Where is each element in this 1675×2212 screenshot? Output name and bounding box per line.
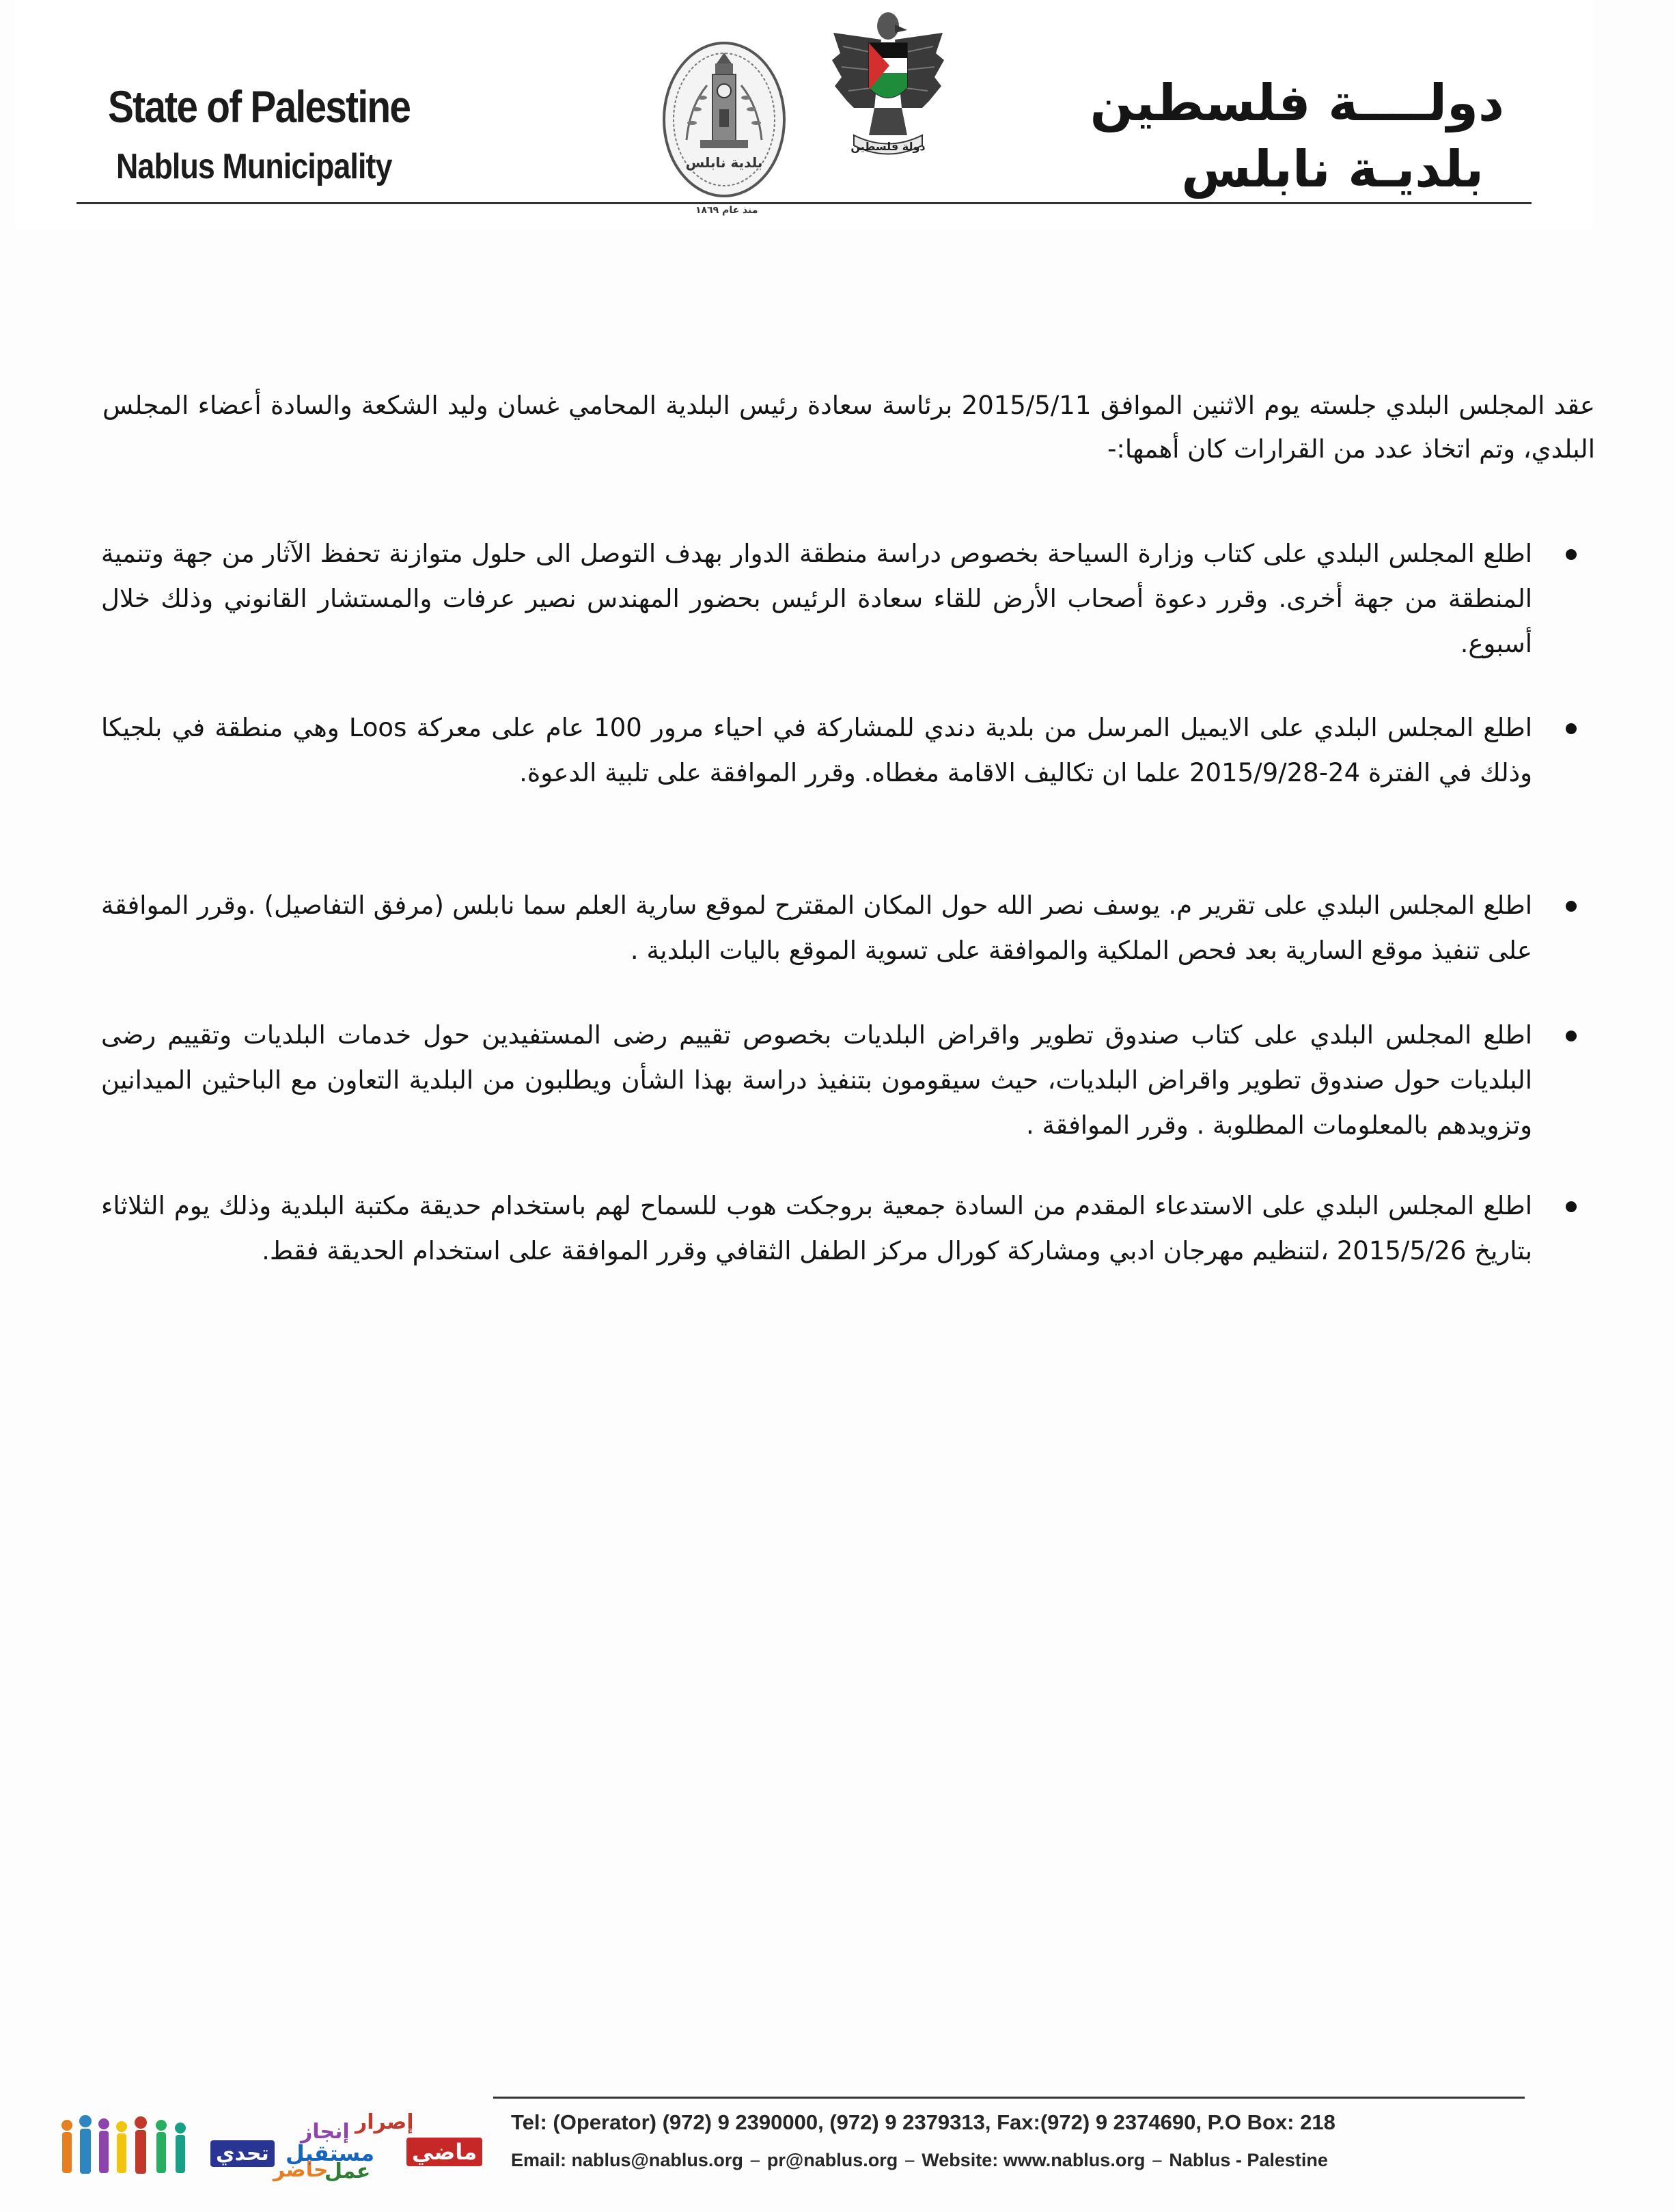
decision-item	[101, 1184, 1532, 1320]
english-title: State of Palestine	[108, 81, 411, 132]
people-figures-icon	[55, 2110, 212, 2185]
bullet-icon	[1566, 1031, 1577, 1041]
seal-inscription: بلدية نابلس	[685, 154, 763, 171]
slogan-hader: حاضر	[273, 2158, 329, 2182]
decision-text: اطلع المجلس البلدي على الاستدعاء المقدم من السادة جمعية بروجكت هوب للسماح لهم باستخدام حديقة مكتبة البلدية وذلك يوم الثلاثاء بتاريخ 2015/5/26 ،لتنظيم مهرجان ادبي ومشاركة كورال مركز الطفل الثقافي وقرر الموافقة على استخدام الحديقة فقط.	[101, 1191, 1532, 1265]
decision-text: اطلع المجلس البلدي على تقرير م. يوسف نصر الله حول المكان المقترح لموقع سارية العلم سما نابلس (مرفق التفاصيل) .وقرر الموافقة على تنفيذ موقع السارية بعد فحص الملكية والموافقة على تسوية الموقع باليات البلدية .	[101, 891, 1532, 965]
decision-item	[101, 883, 1532, 1013]
slogan-graphic	[55, 2110, 478, 2192]
footer-contact-line: Tel: (Operator) (972) 9 2390000, (972) 9 2379313, Fax:(972) 9 2374690, P.O Box: 218	[511, 2110, 1335, 2134]
header-divider	[77, 202, 1532, 204]
intro-paragraph: عقد المجلس البلدي جلسته يوم الاثنين الموافق 2015/5/11 برئاسة سعادة رئيس البلدية المحامي غسان وليد الشكعة والسادة أعضاء المجلس البلدي، وتم اتخاذ عدد من القرارات كان أهمها:-	[102, 391, 1595, 464]
decision-item	[101, 531, 1532, 705]
footer-email-pr[interactable]: pr@nablus.org	[766, 2150, 898, 2170]
decisions-list	[101, 531, 1532, 1320]
footer-web-line	[511, 2150, 1328, 2171]
arabic-subtitle: بلديـة نابلس	[1181, 140, 1484, 199]
bullet-icon	[1566, 723, 1577, 734]
decision-item	[101, 705, 1532, 883]
slogan-madi: ماضي	[406, 2138, 482, 2166]
seal-caption: منذ عام ١٨٦٩	[695, 205, 758, 216]
decision-text: اطلع المجلس البلدي على كتاب وزارة السياحة بخصوص دراسة منطقة الدوار بهدف التوصل الى حلول متوازنة تحفظ الآثار من جهة وتنمية المنطقة من جهة أخرى. وقرر دعوة أصحاب الأرض للقاء سعادة الرئيس بحضور المهندس نصير عرفات والمستشار القانوني وذلك خلال أسبوع.	[101, 539, 1532, 658]
footer-separator: –	[904, 2150, 915, 2170]
nablus-seal-icon	[659, 38, 789, 201]
bullet-icon	[1566, 549, 1577, 560]
footer-location: Nablus - Palestine	[1169, 2150, 1328, 2170]
footer-email[interactable]: Email: nablus@nablus.org	[511, 2150, 743, 2170]
decision-item	[101, 1013, 1532, 1184]
emblem-inscription: دولة فلسطين	[850, 140, 926, 153]
decision-text: اطلع المجلس البلدي على الايميل المرسل من بلدية دندي للمشاركة في احياء مرور 100 عام على معركة Loos وهي منطقة في بلجيكا وذلك في الفترة 24-2015/9/28 علما ان تكاليف الاقامة مغطاه. وقرر الموافقة على تلبية الدعوة.	[101, 713, 1532, 787]
footer-separator: –	[749, 2150, 760, 2170]
slogan-israr: إصرار	[355, 2110, 414, 2134]
decision-text: اطلع المجلس البلدي على كتاب صندوق تطوير واقراض البلديات بخصوص تقييم رضى المستفيدين حول خدمات البلديات وتقييم رضى البلديات حول صندوق تطوير واقراض البلديات، حيث سيقومون بتنفيذ دراسة بهذا الشأن ويطلبون من البلدية التعاون مع الباحثين الميدانين وتزويدهم بالمعلومات المطلوبة . وقرر الموافقة .	[101, 1020, 1532, 1140]
footer-website[interactable]: Website: www.nablus.org	[922, 2150, 1146, 2170]
bullet-icon	[1566, 1201, 1577, 1212]
slogan-mustaqbal: مستقبل	[286, 2140, 375, 2166]
slogan-injaz: إنجاز	[301, 2120, 350, 2144]
english-subtitle: Nablus Municipality	[116, 147, 392, 186]
slogan-amal: عمل	[324, 2159, 371, 2183]
footer-separator: –	[1152, 2150, 1163, 2170]
palestine-eagle-emblem-icon	[827, 5, 950, 169]
footer-divider	[493, 2097, 1525, 2099]
bullet-icon	[1566, 901, 1577, 912]
arabic-title: دولــــة فلسطين	[1090, 74, 1504, 132]
slogan-tahaddi: تحدي	[210, 2140, 275, 2167]
